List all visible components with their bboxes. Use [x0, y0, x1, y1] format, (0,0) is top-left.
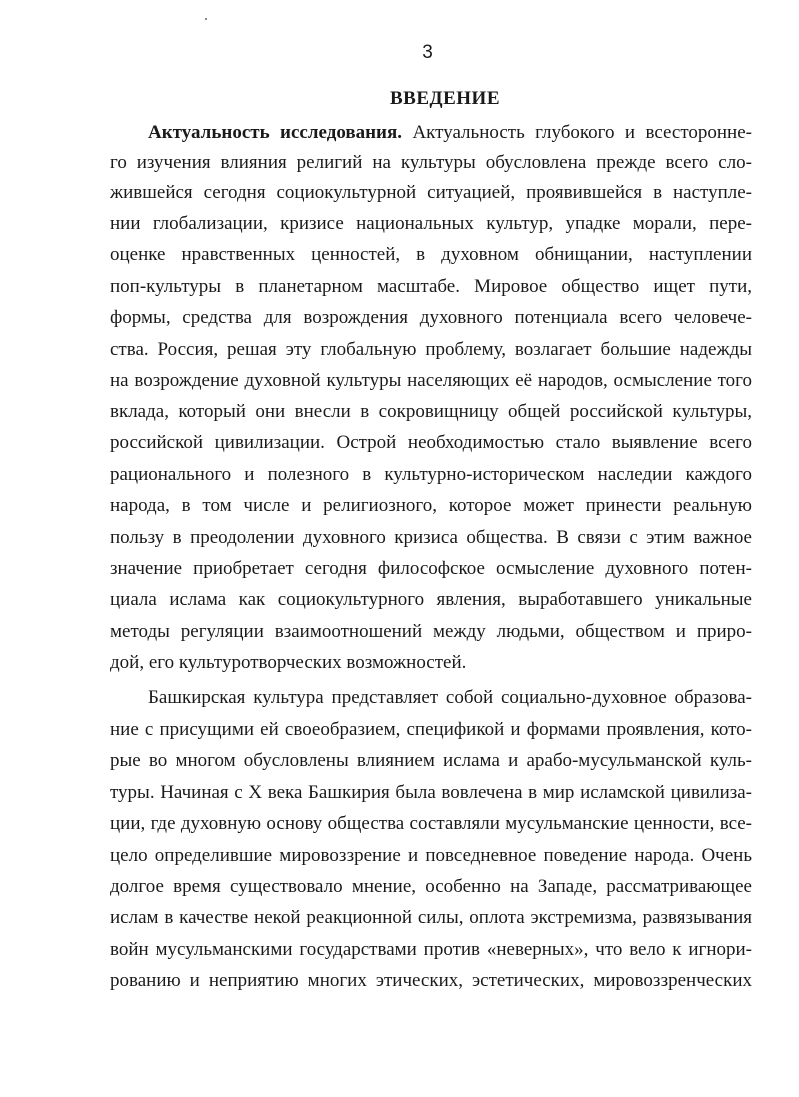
- paragraph2-line-10: рованию и неприятию многих этических, эстетических, мировоззренческих: [110, 970, 752, 991]
- paragraph2-line-9: войн мусульманскими государствами против «неверных», что вело к игнори-: [110, 939, 752, 960]
- paragraph1-line-18: дой, его культуротворческих возможностей.: [110, 652, 467, 673]
- paragraph1-lead: Актуальность исследования.: [148, 122, 403, 143]
- paragraph1-line-14: пользу в преодолении духовного кризиса общества. В связи с этим важное: [110, 527, 752, 548]
- paragraph2-line-2: ние с присущими ей своеобразием, спецификой и формами проявления, кото-: [110, 719, 752, 740]
- paragraph1-line-5: оценке нравственных ценностей, в духовном обнищании, наступлении: [110, 244, 752, 265]
- paragraph2-line-6: цело определившие мировоззрение и повседневное поведение народа. Очень: [110, 845, 752, 866]
- paragraph1-line-8: ства. Россия, решая эту глобальную проблему, возлагает большие надежды: [110, 339, 752, 360]
- paragraph1-line-17: методы регуляции взаимоотношений между людьми, обществом и приро-: [110, 621, 752, 642]
- paragraph1-line-1: [148, 118, 752, 148]
- scan-speck: [205, 18, 207, 20]
- page-title: ВВЕДЕНИЕ: [390, 88, 500, 109]
- paragraph1-line-11: российской цивилизации. Острой необходимостью стало выявление всего: [110, 432, 752, 453]
- paragraph2-line-8: ислам в качестве некой реакционной силы, оплота экстремизма, развязывания: [110, 907, 752, 928]
- paragraph2-line-5: ции, где духовную основу общества составляли мусульманские ценности, все-: [110, 813, 752, 834]
- paragraph1-line-13: народа, в том числе и религиозного, которое может принести реальную: [110, 495, 752, 516]
- paragraph2-line-3: рые во многом обусловлены влиянием ислама и арабо-мусульманской куль-: [110, 750, 752, 771]
- page-number: 3: [422, 42, 433, 63]
- paragraph1-line-10: вклада, который они внесли в сокровищницу общей российской культуры,: [110, 401, 752, 422]
- paragraph1-line-7: формы, средства для возрождения духовного потенциала всего человече-: [110, 307, 752, 328]
- paragraph1-line-2: го изучения влияния религий на культуры обусловлена прежде всего сло-: [110, 152, 752, 173]
- paragraph1-line-12: рационального и полезного в культурно-историческом наследии каждого: [110, 464, 752, 485]
- paragraph1-line-9: на возрождение духовной культуры населяющих её народов, осмысление того: [110, 370, 752, 391]
- paragraph1-line-15: значение приобретает сегодня философское осмысление духовного потен-: [110, 558, 752, 579]
- paragraph1-line-3: жившейся сегодня социокультурной ситуацией, проявившейся в наступле-: [110, 182, 752, 203]
- paragraph1-line-4: нии глобализации, кризисе национальных культур, упадке морали, пере-: [110, 213, 752, 234]
- paragraph2-line-7: долгое время существовало мнение, особенно на Западе, рассматривающее: [110, 876, 752, 897]
- paragraph1-line-1-text: Актуальность глубокого и всесторонне-: [402, 122, 752, 143]
- paragraph1-line-16: циала ислама как социокультурного явления, выработавшего уникальные: [110, 589, 752, 610]
- paragraph2-line-1: Башкирская культура представляет собой социально-духовное образова-: [148, 687, 752, 708]
- paragraph1-line-6: поп-культуры в планетарном масштабе. Мировое общество ищет пути,: [110, 276, 752, 297]
- paragraph2-line-4: туры. Начиная с X века Башкирия была вовлечена в мир исламской цивилиза-: [110, 782, 752, 803]
